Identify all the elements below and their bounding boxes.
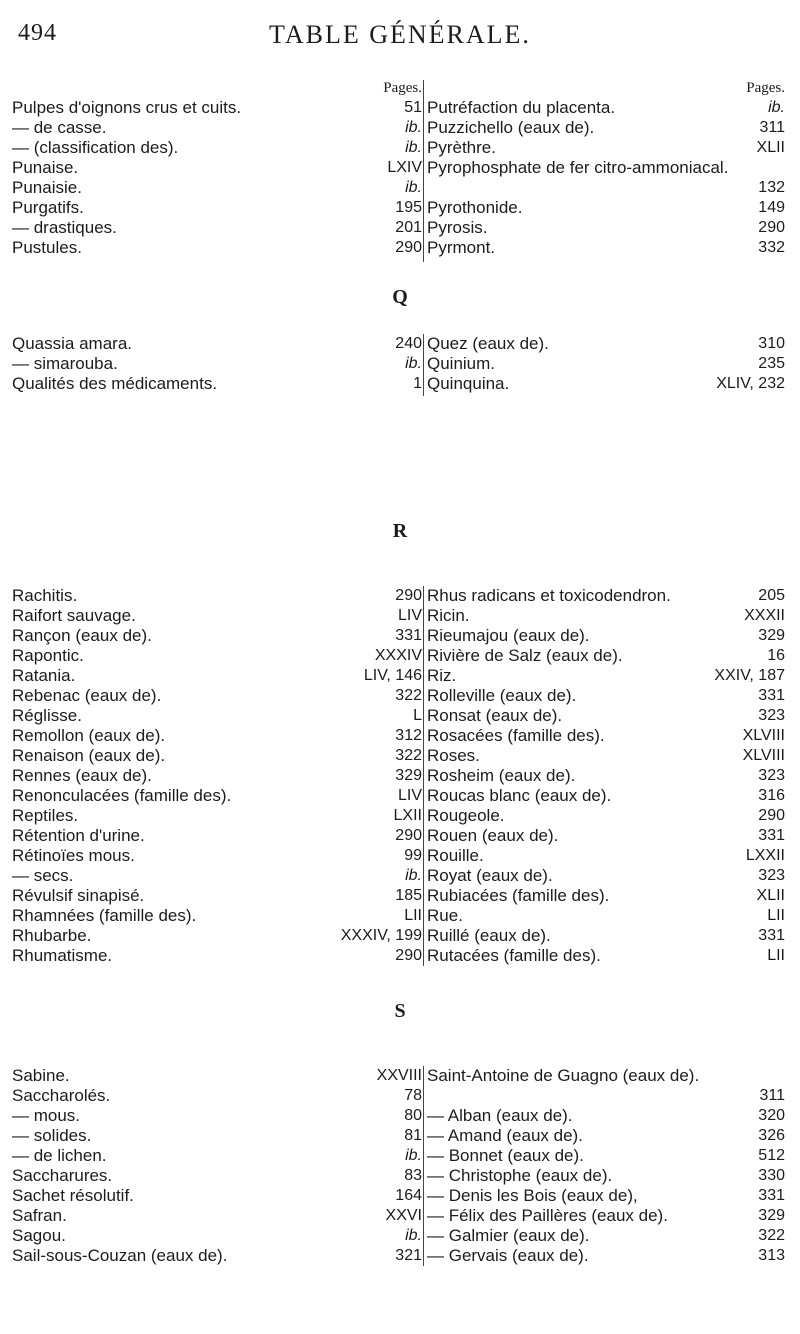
entry-page: 331 <box>758 687 785 704</box>
entry-page: 322 <box>758 1227 785 1244</box>
entry-page: 205 <box>758 587 785 604</box>
entry-page: ib. <box>768 99 785 116</box>
index-entry <box>12 686 422 706</box>
entry-term: Remollon (eaux de). <box>12 726 166 745</box>
section-letter-q: Q <box>392 286 408 308</box>
entry-page: L <box>413 707 422 724</box>
entry-list <box>427 1066 785 1266</box>
index-entry <box>427 786 785 806</box>
index-entry <box>427 1246 785 1266</box>
entry-term: Rolleville (eaux de). <box>427 686 577 705</box>
entry-term: — Christophe (eaux de). <box>427 1166 613 1185</box>
index-entry <box>427 586 785 606</box>
section-p <box>0 80 800 270</box>
section-r <box>0 586 800 970</box>
entry-term: Rhamnées (famille des). <box>12 906 197 925</box>
index-entry <box>427 158 785 198</box>
index-entry <box>12 118 422 138</box>
index-entry <box>427 1106 785 1126</box>
entry-term: Rosheim (eaux de). <box>427 766 576 785</box>
index-entry <box>427 646 785 666</box>
entry-term: Pustules. <box>12 238 82 257</box>
entry-term: — Bonnet (eaux de). <box>427 1146 584 1165</box>
entry-page: 99 <box>404 847 422 864</box>
entry-page: 290 <box>395 827 422 844</box>
entry-page: XXXIV <box>374 647 422 664</box>
index-entry <box>427 626 785 646</box>
index-entry <box>427 906 785 926</box>
entry-page: 321 <box>395 1247 422 1264</box>
index-entry <box>12 1226 422 1246</box>
entry-page: 51 <box>404 99 422 116</box>
entry-page: LXIV <box>387 159 422 176</box>
entry-term: Sagou. <box>12 1226 66 1245</box>
index-entry <box>12 786 422 806</box>
index-entry <box>12 354 422 374</box>
running-title: TABLE GÉNÉRALE. <box>269 20 531 49</box>
section-s <box>0 1066 800 1270</box>
index-entry <box>12 646 422 666</box>
section-letter-r: R <box>392 520 408 542</box>
index-entry <box>427 806 785 826</box>
entry-page: LIV <box>397 787 422 804</box>
index-entry <box>12 238 422 258</box>
entry-page: 322 <box>395 747 422 764</box>
column-divider <box>423 334 424 396</box>
index-entry <box>427 886 785 906</box>
entry-term: Quinquina. <box>427 374 510 393</box>
index-entry <box>12 198 422 218</box>
index-entry <box>427 1226 785 1246</box>
index-entry <box>12 746 422 766</box>
entry-page: 316 <box>758 787 785 804</box>
entry-term: Royat (eaux de). <box>427 866 553 885</box>
entry-page: LIV, 146 <box>363 667 422 684</box>
index-entry <box>12 1086 422 1106</box>
index-entry <box>12 846 422 866</box>
index-entry <box>12 1066 422 1086</box>
right-column <box>427 586 785 966</box>
index-entry <box>427 1206 785 1226</box>
entry-term: Pyrothonide. <box>427 198 523 217</box>
entry-term: Puzzichello (eaux de). <box>427 118 595 137</box>
entry-page: LIV <box>397 607 422 624</box>
pages-heading: Pages. <box>746 80 785 96</box>
index-entry <box>427 354 785 374</box>
entry-term: Rançon (eaux de). <box>12 626 152 645</box>
column-divider <box>423 80 424 262</box>
entry-page: 320 <box>758 1107 785 1124</box>
entry-page: 311 <box>759 1087 785 1104</box>
entry-term: Renonculacées (famille des). <box>12 786 232 805</box>
entry-term: Rachitis. <box>12 586 78 605</box>
entry-term: Rosacées (famille des). <box>427 726 605 745</box>
index-entry <box>427 1146 785 1166</box>
index-entry <box>427 334 785 354</box>
entry-page: 332 <box>758 239 785 256</box>
entry-page: ib. <box>405 867 422 884</box>
entry-term: — de lichen. <box>12 1146 107 1165</box>
index-entry <box>12 586 422 606</box>
entry-term: — simarouba. <box>12 354 118 373</box>
entry-term: Saccharures. <box>12 1166 113 1185</box>
entry-term: Ruillé (eaux de). <box>427 926 551 945</box>
entry-term: Sabine. <box>12 1066 70 1085</box>
entry-page: 323 <box>758 867 785 884</box>
index-entry <box>12 1126 422 1146</box>
entry-page: XLVIII <box>742 727 785 744</box>
entry-page: XXVIII <box>376 1067 422 1084</box>
entry-term: Rougeole. <box>427 806 505 825</box>
index-entry <box>427 926 785 946</box>
index-entry <box>427 118 785 138</box>
entry-page: 290 <box>395 239 422 256</box>
entry-page: 329 <box>395 767 422 784</box>
entry-term: Quassia amara. <box>12 334 132 353</box>
entry-page: XXVI <box>385 1207 422 1224</box>
entry-page: 185 <box>395 887 422 904</box>
index-entry <box>427 946 785 966</box>
entry-list <box>427 586 785 966</box>
entry-term: — mous. <box>12 1106 81 1125</box>
left-column <box>12 80 422 258</box>
entry-page: 132 <box>758 179 785 196</box>
entry-term: Reptiles. <box>12 806 79 825</box>
entry-term: Révulsif sinapisé. <box>12 886 145 905</box>
index-entry <box>427 846 785 866</box>
index-entry <box>12 866 422 886</box>
index-entry <box>427 198 785 218</box>
entry-term: Rapontic. <box>12 646 84 665</box>
entry-term: Putréfaction du placenta. <box>427 98 616 117</box>
entry-page: XLVIII <box>742 747 785 764</box>
entry-page: ib. <box>405 1147 422 1164</box>
index-entry <box>427 1126 785 1146</box>
index-entry <box>427 374 785 394</box>
entry-term: Punaise. <box>12 158 79 177</box>
entry-page: 329 <box>758 1207 785 1224</box>
index-entry <box>427 1186 785 1206</box>
entry-term: Rebenac (eaux de). <box>12 686 162 705</box>
entry-page: ib. <box>405 355 422 372</box>
index-entry <box>12 334 422 354</box>
index-entry <box>12 886 422 906</box>
index-entry <box>427 706 785 726</box>
entry-term: — Galmier (eaux de). <box>427 1226 590 1245</box>
entry-term: Rutacées (famille des). <box>427 946 601 965</box>
entry-term: Rhumatisme. <box>12 946 113 965</box>
entry-page: 195 <box>395 199 422 216</box>
entry-page: 1 <box>413 375 422 392</box>
entry-page: 149 <box>758 199 785 216</box>
pages-heading: Pages. <box>383 80 422 96</box>
entry-page: 323 <box>758 707 785 724</box>
entry-term: Rhus radicans et toxicodendron. <box>427 586 671 605</box>
entry-page: XXXII <box>744 607 785 624</box>
index-entry <box>12 606 422 626</box>
entry-page: ib. <box>405 119 422 136</box>
entry-page: 311 <box>759 119 785 136</box>
index-entry <box>427 1166 785 1186</box>
index-entry <box>12 826 422 846</box>
index-entry <box>427 686 785 706</box>
entry-page: 323 <box>758 767 785 784</box>
index-entry <box>12 374 422 394</box>
entry-list <box>12 586 422 966</box>
entry-term: Roucas blanc (eaux de). <box>427 786 612 805</box>
entry-page: 313 <box>758 1247 785 1264</box>
entry-page: 201 <box>395 219 422 236</box>
index-entry <box>427 726 785 746</box>
entry-term: Roses. <box>427 746 480 765</box>
entry-term: — drastiques. <box>12 218 117 237</box>
index-entry <box>12 98 422 118</box>
entry-page: 16 <box>767 647 785 664</box>
entry-page: ib. <box>405 1227 422 1244</box>
index-entry <box>12 1206 422 1226</box>
entry-page: XLIV, 232 <box>716 375 785 392</box>
index-entry <box>427 866 785 886</box>
entry-page: 329 <box>758 627 785 644</box>
column-divider <box>423 1066 424 1266</box>
index-entry <box>12 158 422 178</box>
entry-page: 240 <box>395 335 422 352</box>
page-number: 494 <box>18 20 57 46</box>
index-entry <box>12 946 422 966</box>
left-column <box>12 1066 422 1266</box>
index-entry <box>12 1186 422 1206</box>
entry-term: — (classification des). <box>12 138 179 157</box>
right-column <box>427 334 785 394</box>
entry-page: XLII <box>756 139 785 156</box>
entry-term: Sail-sous-Couzan (eaux de). <box>12 1246 228 1265</box>
entry-page: 81 <box>404 1127 422 1144</box>
index-entry <box>12 706 422 726</box>
entry-term: Rétention d'urine. <box>12 826 145 845</box>
entry-page: 331 <box>758 1187 785 1204</box>
entry-page: 290 <box>395 947 422 964</box>
right-column <box>427 80 785 258</box>
entry-term: Renaison (eaux de). <box>12 746 166 765</box>
entry-page: 331 <box>758 927 785 944</box>
entry-term: Saccharolés. <box>12 1086 111 1105</box>
entry-list <box>12 98 422 258</box>
entry-term: Rouen (eaux de). <box>427 826 559 845</box>
entry-page: 322 <box>395 687 422 704</box>
entry-list <box>12 334 422 394</box>
index-entry <box>427 766 785 786</box>
index-entry <box>12 1246 422 1266</box>
entry-term: Ratania. <box>12 666 76 685</box>
right-column <box>427 1066 785 1266</box>
entry-page: ib. <box>405 139 422 156</box>
entry-page: LII <box>767 907 785 924</box>
entry-list <box>427 334 785 394</box>
entry-page: 235 <box>758 355 785 372</box>
section-q <box>0 334 800 400</box>
index-entry <box>12 926 422 946</box>
entry-page: 331 <box>758 827 785 844</box>
index-entry <box>12 218 422 238</box>
entry-term: Rue. <box>427 906 463 925</box>
entry-term: Réglisse. <box>12 706 82 725</box>
entry-term: Pyrophosphate de fer citro-ammoniacal. <box>427 158 729 177</box>
index-entry <box>427 746 785 766</box>
index-entry <box>12 1106 422 1126</box>
index-entry <box>427 1066 785 1106</box>
entry-term: Quez (eaux de). <box>427 334 549 353</box>
entry-term: — solides. <box>12 1126 92 1145</box>
section-letter-s: S <box>394 1000 406 1022</box>
index-entry <box>427 606 785 626</box>
entry-page: XXXIV, 199 <box>340 927 422 944</box>
index-entry <box>427 138 785 158</box>
entry-term: Raifort sauvage. <box>12 606 136 625</box>
index-entry <box>427 218 785 238</box>
index-entry <box>12 178 422 198</box>
entry-list <box>427 98 785 258</box>
index-entry <box>12 726 422 746</box>
entry-page: XXIV, 187 <box>714 667 785 684</box>
entry-page: 331 <box>395 627 422 644</box>
entry-page: ib. <box>405 179 422 196</box>
entry-term: Ronsat (eaux de). <box>427 706 563 725</box>
entry-page: 80 <box>404 1107 422 1124</box>
entry-page: 78 <box>404 1087 422 1104</box>
entry-term: — Denis les Bois (eaux de), <box>427 1186 638 1205</box>
entry-term: — de casse. <box>12 118 107 137</box>
entry-page: LII <box>767 947 785 964</box>
entry-term: Rieumajou (eaux de). <box>427 626 590 645</box>
page-header <box>0 20 800 60</box>
left-column <box>12 334 422 394</box>
entry-term: Qualités des médicaments. <box>12 374 218 393</box>
entry-term: Rhubarbe. <box>12 926 92 945</box>
entry-page: 290 <box>758 807 785 824</box>
entry-page: LXII <box>393 807 422 824</box>
entry-term: Rétinoïes mous. <box>12 846 135 865</box>
entry-page: 312 <box>395 727 422 744</box>
index-entry <box>12 138 422 158</box>
index-entry <box>12 806 422 826</box>
index-entry <box>12 1166 422 1186</box>
index-entry <box>12 626 422 646</box>
entry-page: 512 <box>758 1147 785 1164</box>
entry-term: Ricin. <box>427 606 470 625</box>
entry-term: Safran. <box>12 1206 67 1225</box>
entry-page: XLII <box>756 887 785 904</box>
entry-page: 290 <box>758 219 785 236</box>
index-entry <box>427 238 785 258</box>
column-divider <box>423 586 424 966</box>
entry-term: Pulpes d'oignons crus et cuits. <box>12 98 242 117</box>
entry-term: Pyrèthre. <box>427 138 496 157</box>
entry-term: — Amand (eaux de). <box>427 1126 583 1145</box>
entry-page: 310 <box>758 335 785 352</box>
entry-term: Saint-Antoine de Guagno (eaux de). <box>427 1066 700 1085</box>
entry-term: Pyrmont. <box>427 238 496 257</box>
entry-term: — Alban (eaux de). <box>427 1106 573 1125</box>
entry-page: LII <box>404 907 422 924</box>
entry-term: — Félix des Paillères (eaux de). <box>427 1206 668 1225</box>
index-entry <box>12 906 422 926</box>
entry-term: Rennes (eaux de). <box>12 766 152 785</box>
entry-term: Quinium. <box>427 354 496 373</box>
entry-term: Rubiacées (famille des). <box>427 886 610 905</box>
entry-term: Purgatifs. <box>12 198 84 217</box>
entry-page: 290 <box>395 587 422 604</box>
entry-term: Rouille. <box>427 846 484 865</box>
index-entry <box>12 666 422 686</box>
index-entry <box>12 1146 422 1166</box>
entry-list <box>12 1066 422 1266</box>
index-entry <box>427 826 785 846</box>
entry-term: Pyrosis. <box>427 218 488 237</box>
index-entry <box>427 98 785 118</box>
entry-term: — Gervais (eaux de). <box>427 1246 589 1265</box>
entry-term: Riz. <box>427 666 457 685</box>
entry-term: — secs. <box>12 866 74 885</box>
entry-term: Sachet résolutif. <box>12 1186 134 1205</box>
left-column <box>12 586 422 966</box>
index-entry <box>12 766 422 786</box>
entry-page: 330 <box>758 1167 785 1184</box>
entry-page: 326 <box>758 1127 785 1144</box>
entry-term: Rivière de Salz (eaux de). <box>427 646 623 665</box>
entry-term: Punaisie. <box>12 178 82 197</box>
entry-page: 83 <box>404 1167 422 1184</box>
entry-page: LXXII <box>745 847 785 864</box>
entry-page: 164 <box>395 1187 422 1204</box>
index-entry <box>427 666 785 686</box>
